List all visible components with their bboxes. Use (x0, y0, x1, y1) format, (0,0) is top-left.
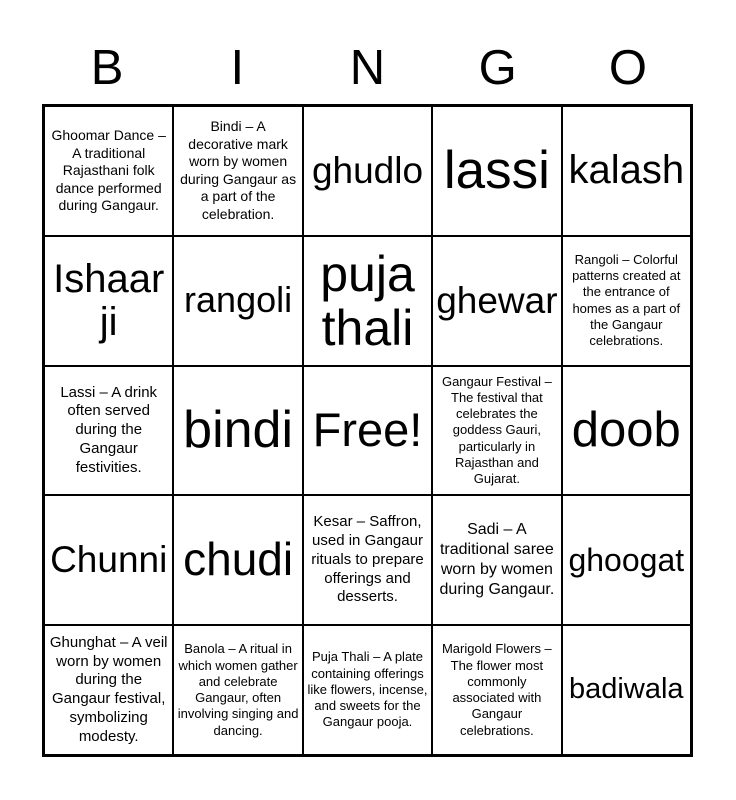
bingo-cell-ghoomar-dance[interactable]: Ghoomar Dance – A traditional Rajasthani folk dance performed during Gangaur. (44, 106, 173, 236)
bingo-cell-lassi[interactable]: lassi (432, 106, 561, 236)
bingo-cell-kesar-clue[interactable]: Kesar – Saffron, used in Gangaur rituals to prepare offerings and desserts. (303, 495, 432, 625)
bingo-cell-rangoli-clue[interactable]: Rangoli – Colorful patterns created at the entrance of homes as a part of the Gangaur celebrations. (562, 236, 691, 366)
bingo-cell-marigold-flowers-clue[interactable]: Marigold Flowers – The flower most commonly associated with Gangaur celebrations. (432, 625, 561, 755)
title-letter-b: B (90, 41, 124, 95)
bingo-cell-kalash[interactable]: kalash (562, 106, 691, 236)
bingo-cell-ghewar[interactable]: ghewar (432, 236, 561, 366)
bingo-cell-puja-thali[interactable]: puja thali (303, 236, 432, 366)
bingo-cell-badiwala[interactable]: badiwala (562, 625, 691, 755)
title-letter-n: N (349, 41, 386, 95)
title-letter-o: O (608, 41, 647, 95)
bingo-cell-ghoogat[interactable]: ghoogat (562, 495, 691, 625)
bingo-cell-banola-clue[interactable]: Banola – A ritual in which women gather and celebrate Gangaur, often involving singing and dancing. (173, 625, 302, 755)
bingo-cell-ishaar-ji[interactable]: Ishaar ji (44, 236, 173, 366)
bingo-cell-gangaur-festival-clue[interactable]: Gangaur Festival – The festival that celebrates the goddess Gauri, particularly in Rajasthan and Gujarat. (432, 366, 561, 496)
bingo-cell-lassi-clue[interactable]: Lassi – A drink often served during the Gangaur festivities. (44, 366, 173, 496)
bingo-grid (42, 104, 693, 757)
title-letter-g: G (478, 41, 517, 95)
bingo-card-title (42, 41, 693, 95)
bingo-cell-puja-thali-clue[interactable]: Puja Thali – A plate containing offerings like flowers, incense, and sweets for the Gangaur pooja. (303, 625, 432, 755)
bingo-cell-ghudlo[interactable]: ghudlo (303, 106, 432, 236)
bingo-cell-chunni[interactable]: Chunni (44, 495, 173, 625)
bingo-cell-ghunghat-clue[interactable]: Ghunghat – A veil worn by women during the Gangaur festival, symbolizing modesty. (44, 625, 173, 755)
bingo-cell-bindi-clue[interactable]: Bindi – A decorative mark worn by women during Gangaur as a part of the celebration. (173, 106, 302, 236)
bingo-cell-chudi[interactable]: chudi (173, 495, 302, 625)
bingo-cell-sadi-clue[interactable]: Sadi – A traditional saree worn by women during Gangaur. (432, 495, 561, 625)
bingo-cell-bindi[interactable]: bindi (173, 366, 302, 496)
title-letter-i: I (230, 41, 245, 95)
bingo-cell-free-space[interactable]: Free! (303, 366, 432, 496)
bingo-cell-doob[interactable]: doob (562, 366, 691, 496)
bingo-cell-rangoli[interactable]: rangoli (173, 236, 302, 366)
